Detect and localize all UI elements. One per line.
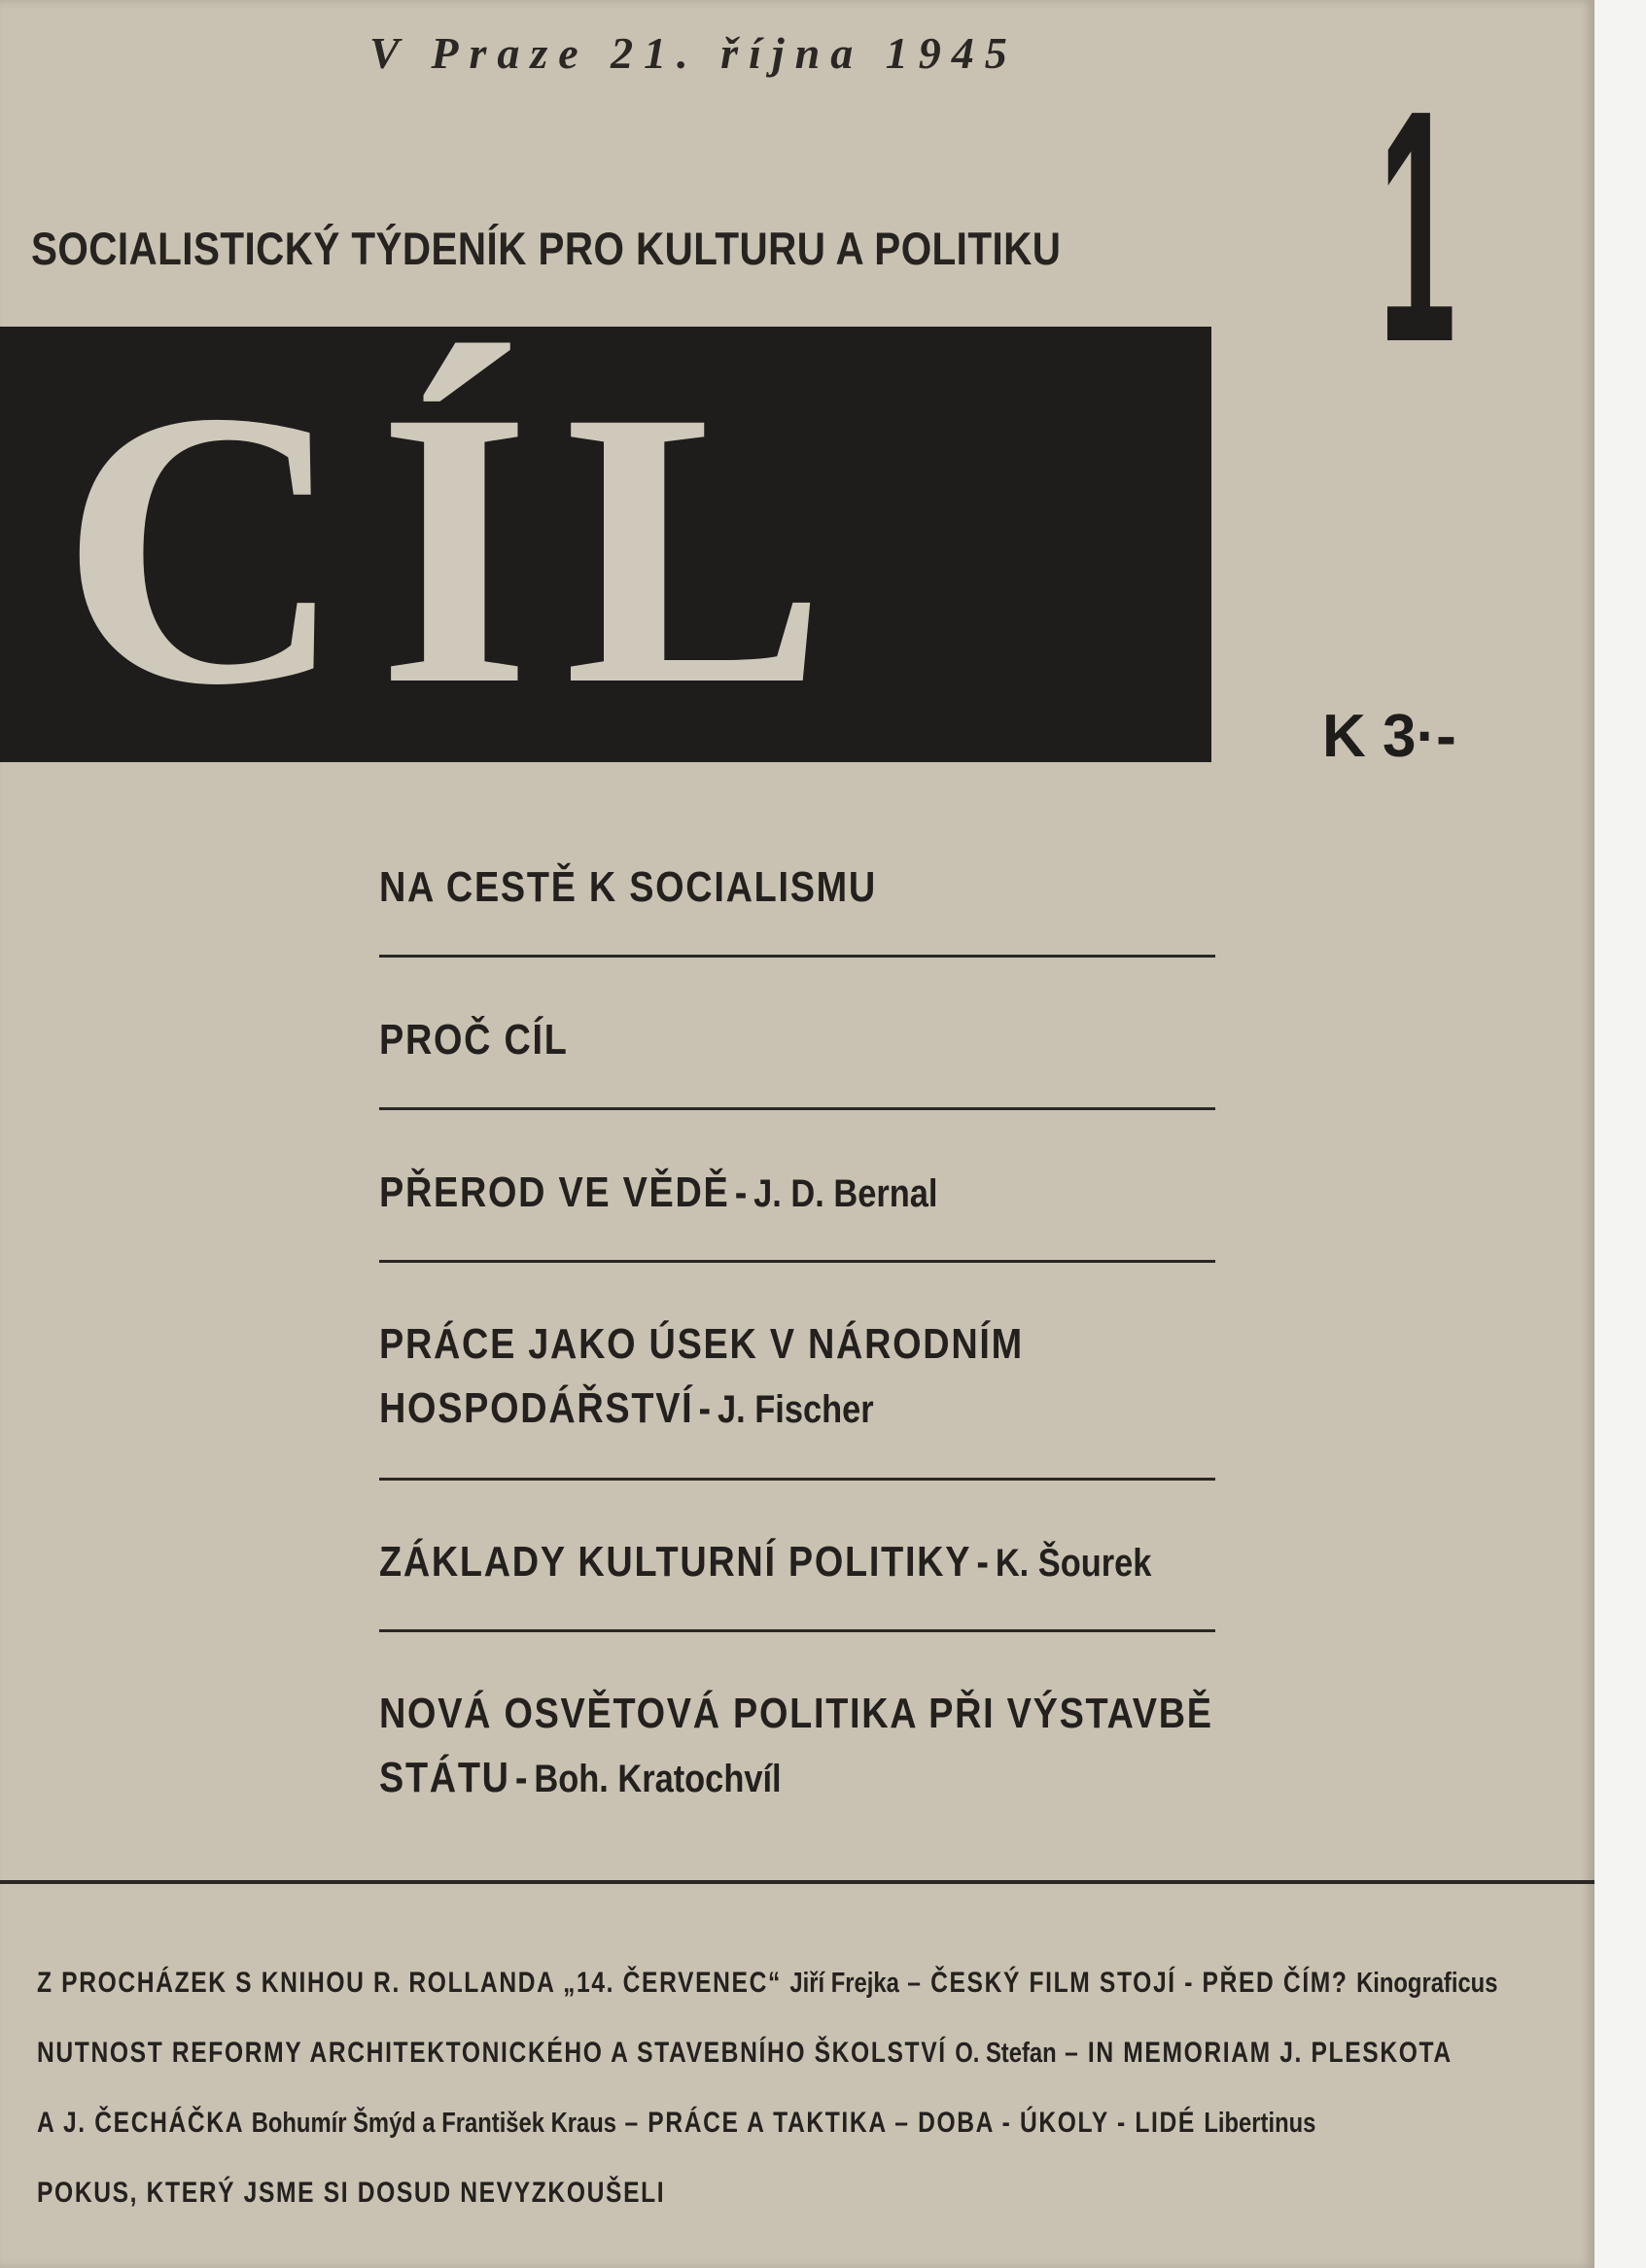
footer-author: O. Stefan [955, 2038, 1057, 2069]
footer-author: Bohumír Šmýd a František Kraus [251, 2108, 616, 2139]
footer-title: POKUS, KTERÝ JSME SI DOSUD NEVYZKOUŠELI [37, 2177, 666, 2209]
toc-item [379, 1312, 1215, 1481]
article-author: J. Fischer [718, 1388, 874, 1431]
article-author: J. D. Bernal [753, 1172, 938, 1215]
issue-date: V Praze 21. října 1945 [369, 28, 1018, 78]
masthead-title: CÍL [60, 330, 860, 766]
further-contents [37, 1948, 1583, 2228]
cover-price: K 3·- [1322, 703, 1456, 770]
toc-item [379, 1008, 1215, 1110]
toc-line [379, 1682, 1213, 1746]
article-author: K. Šourek [995, 1542, 1152, 1585]
magazine-subtitle: SOCIALISTICKÝ TÝDENÍK PRO KULTURU A POLITIKU [31, 223, 1062, 274]
article-title: NA CESTĚ K SOCIALISMU [379, 863, 877, 911]
article-title: PRÁCE JAKO ÚSEK V NÁRODNÍM [379, 1320, 1024, 1368]
toc-line [379, 1161, 1099, 1226]
toc-item [379, 1682, 1215, 1837]
masthead-banner [0, 327, 1211, 766]
footer-line [37, 2088, 1316, 2158]
toc-line [379, 1312, 1099, 1377]
article-title: ZÁKLADY KULTURNÍ POLITIKY [379, 1538, 972, 1586]
footer-line [37, 1948, 1498, 2018]
footer-author: Jiří Frejka [789, 1968, 899, 1999]
scan-margin [1594, 0, 1646, 2268]
toc-line [379, 1746, 1099, 1811]
footer-author: Libertinus [1204, 2108, 1316, 2139]
separator-dash: - [514, 1754, 530, 1801]
footer-title: A J. ČECHÁČKA [37, 2107, 244, 2139]
footer-line [37, 2018, 1453, 2088]
footer-author: Kinograficus [1356, 1968, 1498, 1999]
footer-line [37, 2158, 1305, 2228]
article-title: PROČ CÍL [379, 1016, 569, 1064]
article-title: HOSPODÁŘSTVÍ [379, 1384, 694, 1432]
issue-number: 1 [1379, 42, 1456, 411]
footer-title: – ČESKÝ FILM STOJÍ - PŘED ČÍM? [907, 1967, 1348, 1999]
separator-dash: - [698, 1384, 713, 1432]
toc-line [379, 1377, 1099, 1442]
article-author: Boh. Kratochvíl [534, 1758, 782, 1800]
article-title: NOVÁ OSVĚTOVÁ POLITIKA PŘI VÝSTAVBĚ [379, 1690, 1213, 1737]
toc-line [379, 1008, 1099, 1072]
toc-line [379, 855, 1099, 920]
footer-title: NUTNOST REFORMY ARCHITEKTONICKÉHO A STAVEBNÍHO ŠKOLSTVÍ [37, 2037, 947, 2069]
article-title: STÁTU [379, 1754, 510, 1801]
toc-item [379, 1161, 1215, 1263]
footer-title: – PRÁCE A TAKTIKA – DOBA - ÚKOLY - LIDÉ [624, 2107, 1196, 2139]
footer-title: – IN MEMORIAM J. PLESKOTA [1065, 2037, 1453, 2069]
toc-item [379, 1530, 1215, 1632]
footer-title: Z PROCHÁZEK S KNIHOU R. ROLLANDA „14. ČERVENEC“ [37, 1967, 782, 1999]
toc-line [379, 1530, 1152, 1595]
article-title: PŘEROD VE VĚDĚ [379, 1169, 730, 1216]
toc-item [379, 855, 1215, 958]
separator-dash: - [734, 1169, 750, 1216]
separator-dash: - [976, 1538, 991, 1586]
footer-divider [0, 1880, 1594, 1884]
